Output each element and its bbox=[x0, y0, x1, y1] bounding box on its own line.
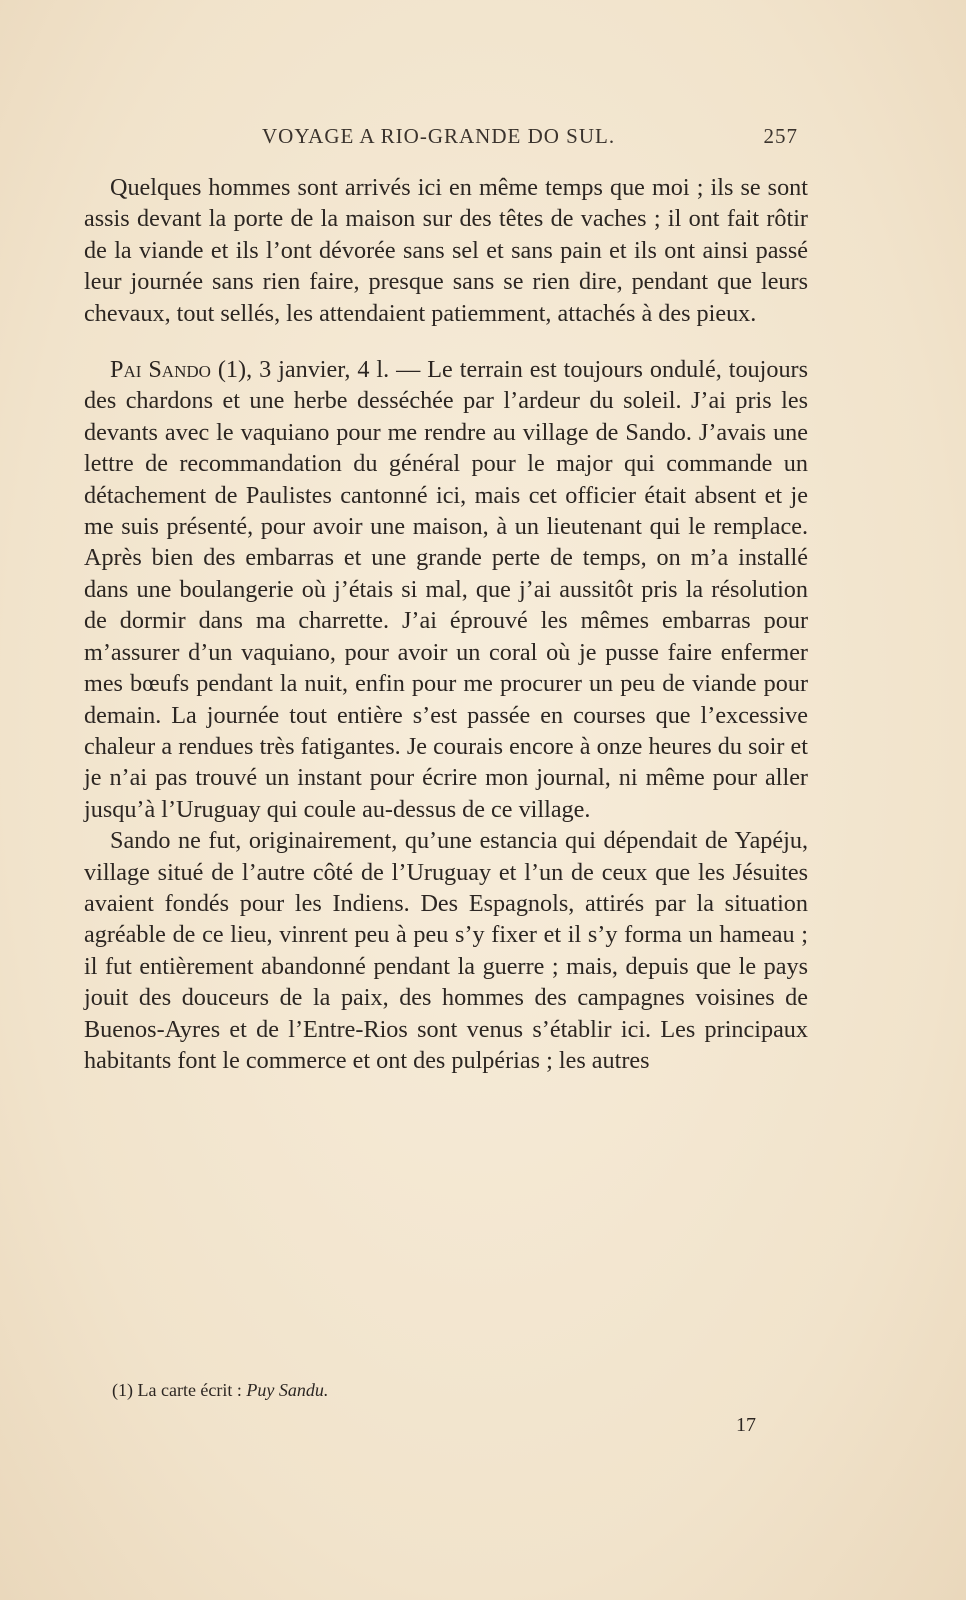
page-number: 257 bbox=[763, 124, 798, 148]
paragraph-3: Sando ne fut, originairement, qu’une estancia qui dépendait de Yapéju, village situé de l’autre côté de l’Uruguay et l’un de ceux que les Jésuites avaient fondés pour les Indiens. Des Espagnols, attirés par la situation agréable de ce lieu, vinrent peu à peu s’y fixer et il s’y forma un hameau ; il fut entièrement abandonné pendant la guerre ; mais, depuis que le pays jouit des douceurs de la paix, des hommes des campagnes voisines de Buenos-Ayres et de l’Entre-Rios sont venus s’établir ici. Les principaux habitants font le commerce et ont des pulpérias ; les autres bbox=[84, 827, 808, 1074]
paragraph-2-text: (1), 3 janvier, 4 l. — Le terrain est toujours ondulé, toujours des chardons et une herbe desséchée par l’ardeur du soleil. J’ai pris les devants avec le vaquiano pour me rendre au village de Sando. J’avais une lettre de recommandation du général pour le major qui commande un détachement de Paulistes cantonné ici, mais cet officier était absent et je me suis présenté, pour avoir une maison, à un lieutenant qui le remplace. Après bien des embarras et une grande perte de temps, on m’a installé dans une boulangerie où j’étais si mal, que j’ai aussitôt pris la résolution de dormir dans ma charrette. J’ai éprouvé les mêmes embarras pour m’assurer d’un vaquiano, pour avoir un coral où je pusse faire enfermer mes bœufs pendant la nuit, enfin pour me procurer un peu de viande pour demain. La journée tout entière s’est passée en courses que l’excessive chaleur a rendues très fatigantes. Je courais encore à onze heures du soir et je n’ai pas trouvé un instant pour écrire mon journal, ni même pour aller jusqu’à l’Uruguay qui coule au-dessus de ce village. bbox=[84, 356, 809, 823]
footnote bbox=[112, 1380, 328, 1401]
body-text bbox=[84, 172, 808, 1076]
footnote-text: (1) La carte écrit : bbox=[112, 1380, 247, 1400]
signature-mark: 17 bbox=[736, 1414, 756, 1436]
page-header bbox=[262, 124, 798, 154]
footnote-italic: Puy Sandu. bbox=[246, 1380, 329, 1400]
place-name: Pai Sando bbox=[110, 356, 211, 384]
paragraph-1: Quelques hommes sont arrivés ici en même temps que moi ; ils se sont assis devant la porte de la maison sur des têtes de vaches ; il ont fait rôtir de la viande et ils l’ont dévorée sans sel et sans pain et ils ont ainsi passé leur journée sans rien faire, presque sans se rien dire, pendant que leurs chevaux, tout sellés, les attendaient patiemment, attachés à des pieux. bbox=[84, 174, 808, 327]
running-title: VOYAGE A RIO-GRANDE DO SUL. bbox=[262, 124, 616, 148]
paragraph-2 bbox=[84, 354, 808, 825]
